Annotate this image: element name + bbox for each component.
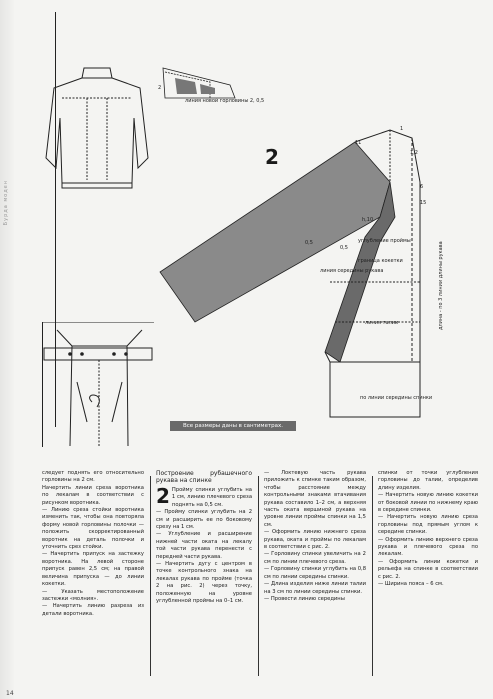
- col1-paragraph: Начертить линии среза воротника по лекалам в соответствии с рисунком воротника.: [42, 484, 144, 506]
- col2-paragraph: Пройму спинки углубить на 1 см, линию плечевого среза поднять на 0,5 см.: [171, 487, 252, 508]
- page-binding-strip: [0, 0, 14, 699]
- sleeve-line-label: линия середины рукава: [320, 268, 384, 274]
- label-05: 0,5: [305, 240, 313, 246]
- boundary-label: граница кокетки: [358, 258, 403, 264]
- text-column-2: [156, 470, 252, 606]
- jacket-back-sketch: [42, 58, 152, 193]
- back-center-label: по линии середины спинки: [360, 395, 433, 401]
- label-2: 2: [158, 85, 162, 91]
- col3-paragraph: — Горловину спинки углубить на 0,8 см по линии середины спинки.: [264, 566, 366, 580]
- col2-paragraph: — Начертить дугу с центром в точке контрольного знака на лекалах рукава по пройме (точка 2 на рис. 2) через точку, положенную на уровне углубленной проймы на 0–1 см.: [156, 561, 252, 605]
- col2-paragraph: — Пройму спинки углубить на 2 см и расширить ее по боковому срезу на 1 см.: [156, 509, 252, 531]
- page-number: 14: [6, 690, 14, 697]
- label-h10: h,10: [362, 217, 374, 223]
- column-rule-2: [258, 476, 259, 676]
- dress-back-detail: [42, 322, 154, 446]
- text-column-3: [264, 470, 366, 603]
- col3-paragraph: — Локтевую часть рукава приложить к спинке таким образом, чтобы расстояние между контрольными знаками втачивания рукава составило 1–2 см, а верхняя часть оката вершиной рукава на уровне линии проймы спинки на 1,5 см.: [264, 470, 366, 528]
- label-6: 6: [420, 184, 424, 190]
- col1-paragraph: — Начертить линию разреза из детали воротника.: [42, 603, 144, 617]
- text-column-4: [378, 470, 478, 589]
- col1-paragraph: — Указать местоположение застежки «молния».: [42, 588, 144, 602]
- col1-paragraph: — Начертить припуск на застежку воротника. На левой стороне припуск равен 2,5 см; на правой величина припуска — до линии кокетки.: [42, 551, 144, 588]
- length-note-label: длина - по 3 линии длины рукава: [438, 241, 444, 330]
- col1-paragraph: — Линию среза стойки воротника изменить так, чтобы она повторяла форму новой горловины полочки — положить скорректированный воротник на деталь полочки и уточнить срез стойки.: [42, 507, 144, 551]
- col2-paragraph: — Углубление и расширение нижней части оката на лекалу той части рукава перенести с передней части рукава.: [156, 531, 252, 560]
- text-column-1: [42, 470, 144, 618]
- column-rule-1: [150, 476, 151, 676]
- label-15: 15: [420, 200, 427, 206]
- col4-paragraph: — Ширина пояса – 6 см.: [378, 581, 444, 588]
- label-1: 1: [400, 126, 404, 132]
- column-rule-3: [372, 476, 373, 676]
- label-05b: 0,5: [340, 245, 348, 251]
- deepening-label: углубление проймы: [358, 238, 411, 244]
- label-11: 11: [355, 140, 362, 146]
- col4-paragraph: — Начертить новую линию среза горловины под прямым углом к середине спинки.: [378, 514, 478, 536]
- col4-paragraph: спинки от точки углубления горловины до талии, определив длину изделия.: [378, 470, 478, 491]
- section-heading: Построение рубашечного рукава на спинке: [156, 470, 252, 484]
- col3-paragraph: — Провести линию середины: [264, 595, 345, 602]
- sleeve-back-pattern: [150, 122, 450, 427]
- dropcap-number: 2: [156, 484, 170, 508]
- col4-paragraph: — Начертить новую линию кокетки от боковой линии по нижнему краю в середине спинки.: [378, 492, 478, 514]
- label-12: 1,2: [410, 150, 418, 156]
- figure-caption: Все размеры даны в сантиметрах.: [170, 421, 296, 431]
- col3-paragraph: — Длина изделия ниже линии талии на 3 см по линии середины спинки.: [264, 581, 366, 595]
- col3-paragraph: — Горловину спинки увеличить на 2 см по линии плечевого среза.: [264, 551, 366, 565]
- col4-paragraph: — Оформить линии кокетки и рельефа на спинке в соответствии с рис. 2.: [378, 558, 478, 580]
- col3-paragraph: — Оформить линию нижнего среза рукава, оката и проймы по лекалам в соответствии с рис. 2.: [264, 529, 366, 551]
- waist-label: линия талии: [365, 320, 399, 326]
- armhole-line-label: линия новой горловины 2, 0,5: [185, 98, 265, 104]
- col4-paragraph: — Оформить линию верхнего среза рукава и плечевого среза по лекалам.: [378, 536, 478, 558]
- figure-number: 2: [265, 145, 279, 169]
- col1-paragraph: следует поднять его относительно горловины на 2 см.: [42, 470, 144, 484]
- binding-text: Бурда моден: [3, 180, 9, 226]
